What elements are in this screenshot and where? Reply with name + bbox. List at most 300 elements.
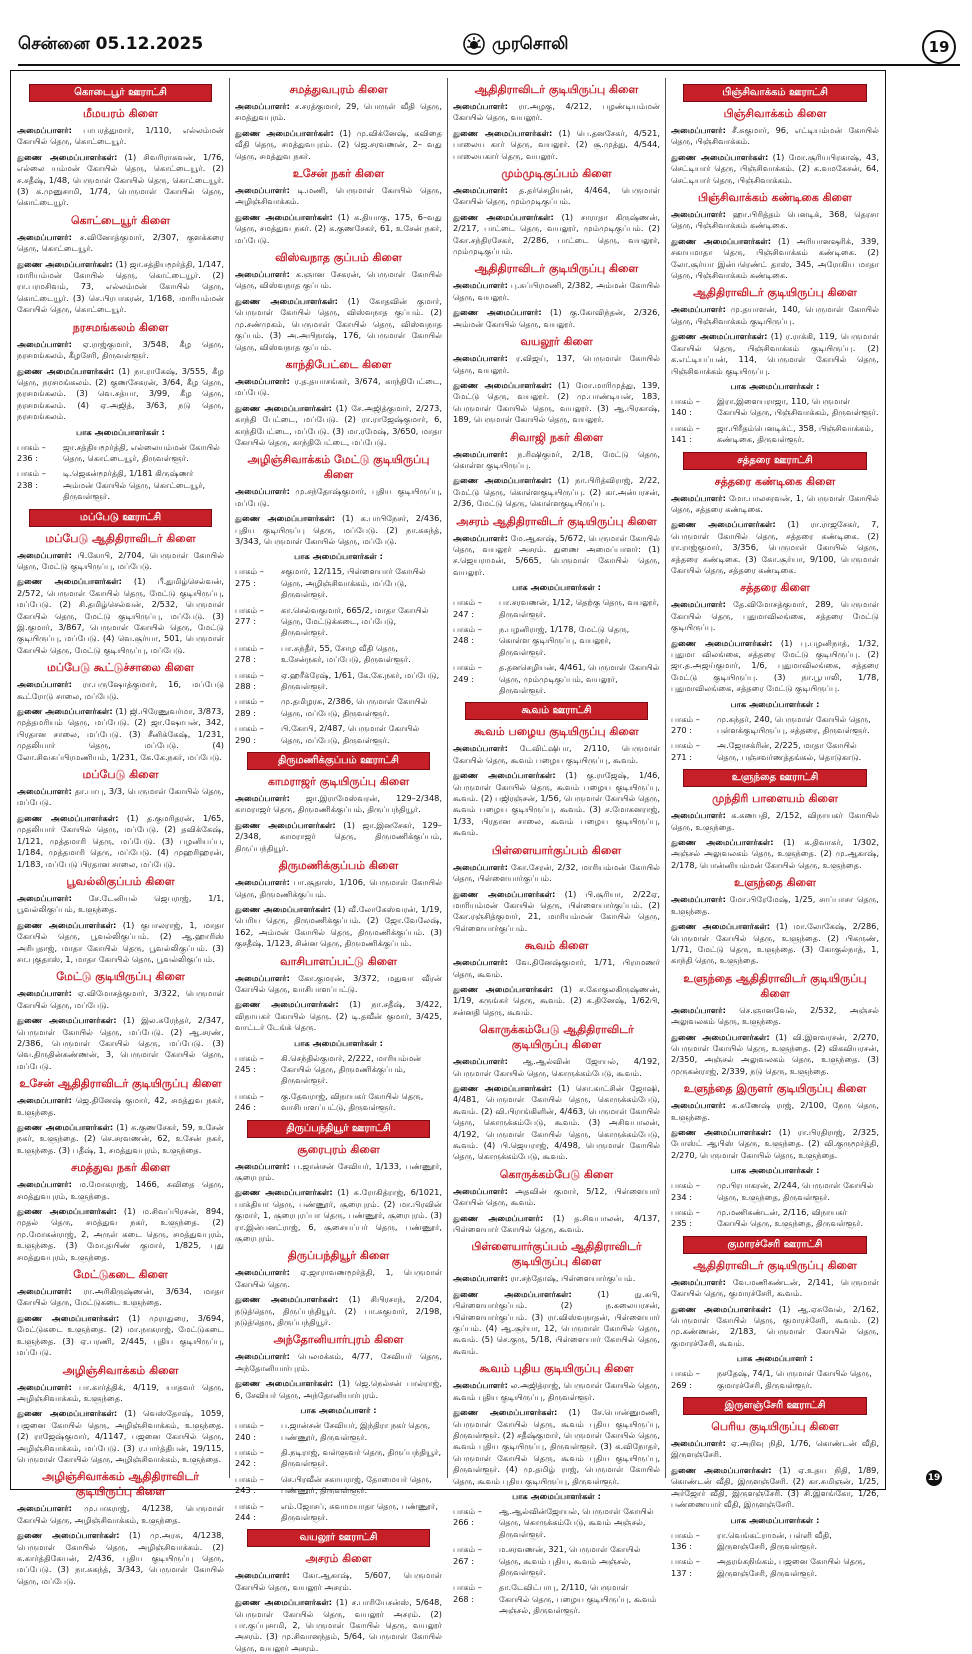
booth-entry [453, 624, 660, 658]
role-label: துணை அமைப்பாளர்கள்: [17, 365, 115, 376]
booth-entry [453, 1544, 660, 1578]
booth-entry [235, 643, 442, 666]
organiser-entry [235, 904, 442, 950]
organiser-details: (1) மு.விக்னேஷ், கவிதை வீதி தெரு, சமத்துவபுரம். (2) ஜெ.சரவணன், 2– வது தெரு, சமத்துவ நகர். [235, 127, 442, 161]
branch-heading: ஆதிதிராவிடர் குடியிருப்பு கிளை [474, 83, 639, 96]
role-label: துணை அமைப்பாளர்கள்: [235, 999, 339, 1010]
organiser-entry [17, 1206, 224, 1263]
organiser-details: (1) வெஸ்தோஷ், 1059, பஜனை கோயில் தெரு, அழிஞ்சிவாக்கம், உளுந்தை. (2) ராஜேஷ்குமார், 4/1147, பஜனை கோயில் தெரு, அழிஞ்சிவாக்கம், மப்பேடு. (3) ர.பார்த்திபன், 19/115, பெருமாள் கோயில் தெரு, அழிஞ்சிவாக்கம், உளுந்தை. [17, 1408, 224, 1464]
organiser-details: (1) மோ.மாரிமுத்து, 139, மேட்டு தெரு, வயலூர். (2) மு.பாண்டியன், 183, பெருமாள் கோயில் தெரு, வயலூர். (3) ஆ.பிரகாஷ், 189, பெருமாள் கோயில் தெரு, வயலூர். [453, 379, 660, 425]
panchayat-heading: திருப்பந்தியூர் ஊராட்சி [247, 1120, 430, 1138]
organiser-details: (1) முராதுரை, 3/694, மேட்டுகடை உளுந்தை. (2) மா.நாகராஜ், மேட்டுகடை உளுந்தை. (3) ஏ.பரணி, 2/445, புதிய குடியிருப்பு, மப்பேடு. [17, 1312, 224, 1358]
organiser-details: ஜெ.தினேஷ் குமார், 42, சமத்துவ நகர், உளுந்தை. [17, 1095, 224, 1117]
role-label: அமைப்பாளர்: [17, 786, 72, 797]
booth-number: பாகம் – 248 : [453, 624, 482, 646]
organiser-details: பாபரத்துமார், 1/110, எல்லம்மன் கோயில் தெரு, கொட்டையூர். [17, 125, 224, 147]
masthead [18, 28, 960, 68]
panchayat-heading: குமாரச்சேரி ஊராட்சி [683, 1236, 867, 1254]
organiser-entry [453, 449, 660, 472]
organiser-entry [235, 513, 442, 547]
organiser-entry [453, 380, 660, 426]
organiser-entry [235, 820, 442, 854]
booth-organiser-details: நசதேஷ், 74/1, பெருமாள் கோயில் தெரு, குமாரச்சேரி, திருவள்ளூர். [717, 1368, 872, 1390]
booth-entry [671, 396, 879, 419]
organiser-entry [235, 1597, 442, 1654]
organiser-details: (1) பெ.தனசேகர், 4/521, பாலைய கார் தெரு, வயலூர். (2) சூ.முத்து, 4/544, பாலையகார் தெரு, வயலூர். [453, 127, 660, 161]
branch-heading: அசரம் கிளை [305, 1552, 372, 1566]
organiser-details: (1) நா.சதீஷ், 3/422, விநாயகர் கோயில் தெரு. (2) டி.தவீன் குமார், 3/425, வாட்டர் டேங்க் தெரு. [235, 999, 442, 1033]
organiser-entry [453, 128, 660, 162]
organiser-entry [453, 212, 660, 258]
organiser-entry [453, 280, 660, 303]
organiser-entry [235, 212, 442, 246]
role-label: அமைப்பாளர்: [17, 1503, 72, 1514]
role-label: அமைப்பாளர்: [235, 972, 290, 983]
organiser-details: ர.விஜய், 137, பெருமாள் கோயில் தெரு, வயலூர். [453, 353, 660, 375]
organiser-details: ந.ரிஷிகுமர், 2/18, மேட்டு தெரு, கொள்ள குடியிருப்பு. [453, 448, 660, 470]
column-1 [12, 78, 230, 1586]
panchayat-heading: திருமணிக்குப்பம் ஊராட்சி [247, 752, 430, 770]
role-label: துணை அமைப்பாளர்கள்: [671, 1126, 772, 1137]
booth-number: பாகம் – 136 : [671, 1529, 700, 1551]
organiser-entry [453, 889, 660, 935]
organiser-entry [671, 209, 879, 232]
organiser-details: (1) ஜி.பிரேணுவர்மா, 3/873, முத்தமரியம் தெரு, மப்பேடு. (2) ஜா.ஷோபன், 342, பிரதான சாலை, மப்பேடு. (3) சீனிக்கேஷ், 1/231, முதலியார் தெரு, மப்பேடு. (4) லோ.சிவசுப்பிரமணியம், 1/231, கே.கே.நகர், மப்பேடு. [17, 706, 224, 762]
role-label: துணை அமைப்பாளர்கள்: [671, 921, 770, 932]
booth-number: பாகம் – 277 : [235, 604, 264, 626]
organiser-entry [17, 1095, 224, 1118]
branch-heading: கொருக்கம்பேடு ஆதிதிராவிடர் குடியிருப்பு கிளை [479, 1023, 634, 1052]
organiser-details: (1) சொ.காட்சின் ஜோஷி, 4/481, பெருமாள் கோயில் தெரு, கொருக்கம்பேடு, கூவம். (2) வி.பிராங்கிளின், 4/463, பெருமாள் கோயில் தெரு, கொருக்கம்பேடு, கூவம். (3) அசிவபாலன், 4/192, பெருமாள் கோயில் தெரு, கொருக்கம்பேடு, கூவம். (4) பி.ஜெயராஜ், 4/498, பெருமாள் கோயில் தெரு, கொருக்கம்பேடு, கூவம். [453, 1082, 660, 1162]
organiser-details: பு.சுப்பிரமணி, 2/382, அம்மன் கோயில் தெரு, வயலூர். [453, 280, 660, 302]
organiser-details: (1) ஜா.இனசேகர், 129–2/348, காமராஜர் தெரு, திருமணிக்குப்பம், திருப்பந்தியூர். [235, 819, 442, 853]
booth-organisers-heading: பாக அமைப்பாளர்கள் : [512, 582, 601, 593]
organiser-entry [235, 376, 442, 399]
organiser-entry [17, 152, 224, 209]
booth-organiser-details: மு.பிரபாகரன், 2/244, பெருமாள் கோயில் தெரு, உளுந்தை, திருவள்ளூர். [717, 1180, 874, 1202]
role-label: துணை அமைப்பாளர்கள்: [453, 983, 554, 994]
branch-heading: சூரைபுரம் கிளை [297, 1142, 380, 1156]
booth-organiser-details: எம்.ஜோசப், சுவாமயாதா தெரு, பண்ணூர், திருவள்ளூர். [281, 1500, 438, 1522]
booth-number: பாகம் – 278 : [235, 642, 264, 665]
booth-number: பாகம் – 245 : [235, 1052, 264, 1074]
branch-heading: ஆதிதிராவிடர் குடியிருப்பு கிளை [693, 286, 857, 300]
organiser-details: (1) க.பாபிநேசர், 2/436, புதிய குடியிருப்பு தெரு, மப்பேடு. (2) நா.கசுந்த், 3/343, பெருமாள் கோயில் தெரு, மப்பேடு. [235, 513, 442, 546]
booth-number: பாகம் – 269 : [671, 1368, 700, 1390]
booth-organiser-details: ஜா.பிரீதம்பெனடிக்ட், 358, பிஞ்சிவாக்கம், கண்டிகை, திருவள்ளூர். [717, 422, 874, 445]
column-4 [666, 78, 884, 1578]
role-label: துணை அமைப்பாளர்கள்: [235, 127, 334, 138]
booth-number: பாகம் – 268 : [453, 1582, 482, 1604]
organiser-details: த.தர்செழியன், 4/464, பெருமாள் கோயில் தெரு, மும்முடிகுப்பம். [453, 185, 660, 207]
panchayat-heading: இருளஞ்சேரி ஊராட்சி [683, 1397, 867, 1415]
organiser-details: தா.பாபு, 3/3, பெருமாள் கோயில் தெரு, மப்பேடு. [17, 786, 224, 808]
organiser-details: க.கணபதி, 2/152, விநாயகர் கோயில் தெரு, உளுந்தை. [671, 810, 879, 832]
role-label: துணை அமைப்பாளர்கள்: [453, 379, 552, 390]
booth-number: பாகம் – 238 : [17, 468, 46, 490]
role-label: துணை அமைப்பாளர்கள்: [235, 211, 333, 222]
booth-organiser-details: த.தனசெழியன், 4/461, பெருமாள் கோயில் தெரு, மும்முடிகுப்பம், வயலூர், திருவள்ளூர். [499, 662, 660, 696]
booth-organisers-heading: பாக அமைப்பாளர்கள் : [730, 1514, 820, 1525]
role-label: அமைப்பாளர்: [235, 1570, 290, 1581]
organiser-details: ஏ.ஜாராவணமூர்த்தி, 1, பெருமாள் கோயில் தெரு. [235, 1267, 442, 1289]
organiser-entry [235, 1351, 442, 1374]
organiser-details: ஏ.விமோசத்குமார், 3/322, பெருமாள் கோயில் தெரு, மப்பேடு. [17, 988, 224, 1010]
organiser-entry [235, 973, 442, 996]
booth-organiser-details: மு.மணிகண்டன், 2/116, விநாயகர் கோயில் தெரு, உளுந்தை, திருவள்ளூர். [717, 1207, 864, 1229]
organiser-details: மோ.பிரேமேஷ், 1/25, சாப்பாசா தெரு, உளுந்தை. [671, 894, 879, 916]
branch-heading: சிவாஜி நகர் கிளை [510, 430, 603, 444]
role-label: துணை அமைப்பாளர்கள்: [453, 888, 556, 899]
organiser-details: (1) வீ.லோகேஸ்வரன், 1/19, பெரிய தெரு, திருமணிக்குப்பம். (2) ஜோ.வேலேஷ், 162, அம்மன் கோயில் தெரு, திருமணிக்குப்பம். (3) குசதீஷ், 1/123, சின்ன தெரு, திருமணிக்குப்பம். [235, 903, 442, 949]
organiser-details: மு.சந்தோஷ்குமார், புதிய குடியிருப்பு, மப்பேடு. [235, 486, 442, 508]
organiser-details: மு.தயாளன், 140, பெருமாள் கோயில் தெரு, பிஞ்சிவாக்கம் குடியிருப்பு. [671, 304, 879, 326]
organiser-details: ஏ.அறிவு நிதி, 1/76, கொண்டன் வீதி, இருளஞ்சேரி. [671, 1438, 879, 1460]
organiser-entry [453, 307, 660, 330]
organiser-details: ம.மோகராஜ், 1466, சுவிதை தெரு, சமத்துவபுரம், உளுந்தை. [17, 1179, 224, 1201]
organiser-details: (1) சு.ரோகித்ராஜ், 6/1021, பாக்தியா தெரு, பண்ணூர், சூரைபுரம். (2) மா.பிரவின் குமார், 1, சூரைபுரப்பா தெரு, பண்ணூர், சூரைபுரம். (3) ரா.இன்பனட்ராஜ், 6, சூசையப்பர் தெரு, பண்ணூர், சூரைபுரம். [235, 1187, 442, 1244]
branch-heading: சத்தரை கண்டிகை கிளை [714, 474, 836, 488]
role-label: அமைப்பாளர்: [17, 1095, 72, 1106]
branch-heading: உளுந்தை கிளை [734, 876, 816, 890]
role-label: அமைப்பாளர்: [17, 549, 72, 560]
organiser-entry [671, 152, 879, 186]
role-label: அமைப்பாளர்: [235, 1160, 290, 1171]
role-label: துணை அமைப்பாளர்கள்: [17, 1122, 114, 1132]
booth-entry [235, 1053, 442, 1087]
booth-number: பாகம் – 247 : [453, 597, 482, 619]
branch-heading: பிஞ்சிவாக்கம் கண்டிகை கிளை [698, 191, 852, 205]
branch-heading: கொருக்கம்பேடு கிளை [499, 1167, 614, 1181]
organiser-details: ல.அஜித்ராஜ், பெருமாள் கோயில் தெரு, கூவம் புதிய குடியிருப்பு, திருவள்ளூர். [453, 1380, 660, 1402]
organiser-entry [453, 185, 660, 208]
branch-heading: காந்திபேட்டை கிளை [285, 357, 392, 371]
role-label: துணை அமைப்பாளர்கள்: [17, 1312, 120, 1323]
booth-entry [235, 1420, 442, 1443]
role-label: துணை அமைப்பாளர்கள்: [453, 1082, 552, 1093]
booth-entry [671, 1530, 879, 1553]
branch-heading: முந்திரி பாளையம் கிளை [712, 792, 838, 806]
organiser-details: (1) இல.சுரேந்தர், 2/347, பெருமாள் கோயில் தெரு, மப்பேடு. (2) ஆ.சரண், 2/386, பெருமாள் கோயில் தெரு, மப்பேடு. (3) வெ.திருதின்கண்ணன், 3, பெருமாள் கோயில் தெரு, மப்பேடு. [17, 1015, 224, 1071]
organiser-entry [671, 493, 879, 516]
organiser-details: வே.மணிகண்டன், 2/141, பெருமாள் கோயில் தெரு, குமாரச்சேரி, கூவம். [671, 1276, 879, 1299]
booth-number: பாகம் – 288 : [235, 669, 264, 692]
booth-organiser-details: ம.சரவணன், 321, பெருமாள் கோயில் தெரு, கூவம் புதிய, கூவம் அஞ்சல், திருவள்ளூர். [499, 1544, 641, 1577]
role-label: துணை அமைப்பாளர்கள்: [17, 706, 113, 717]
branch-heading: பெரிய குடியிருப்பு கிளை [711, 1420, 839, 1434]
organiser-entry [671, 1438, 879, 1461]
booth-organiser-details: தா.டேவிட்பாபு, 2/110, பெருமாள் கோயில் தெரு, பழைய குடியிருப்பு, கூவம் அஞ்சல், திருவள்ளூர். [499, 1582, 657, 1616]
role-label: துணை அமைப்பாளர்கள்: [453, 475, 552, 486]
organiser-entry [235, 101, 442, 124]
booth-organiser-details: பி.கோபி, 2/487, பெருமாள் கோயில் தெரு, மப்பேடு, திருவள்ளூர். [281, 723, 420, 745]
organiser-entry [453, 1056, 660, 1079]
newspaper-name: முரசொலி [492, 34, 569, 54]
booth-entry [453, 1506, 660, 1540]
panchayat-heading: உளுந்தை ஊராட்சி [683, 769, 867, 787]
booth-organiser-details: டி.ஜெகன்மூர்த்தி, 1/181 கிருஷ்ணர் அம்மன் கோயில் தெரு, கொட்டையூர், திருவள்ளூர். [63, 468, 206, 502]
organiser-details: (1) மா.லோகேஷ், 2/286, பெருமாள் கோயில் தெரு, உளுந்தை. (2) பிகருண், 1/71, மேட்டு தெரு, உளுந்தை. (3) கோகுல்நாத், 1, காந்தி தெரு, உளுந்தை. [671, 921, 879, 966]
organiser-details: (1) ஜெ.நெல்சன் பால்ராஜ், 6, சேவியர் தெரு, அந்தோனியார்புரம். [235, 1378, 442, 1400]
branch-heading: காமராஜர் குடியிருப்பு கிளை [267, 775, 410, 789]
branch-heading: உசேன் ஆதிதிராவிடர் குடியிருப்பு கிளை [19, 1077, 222, 1091]
booth-entry [235, 1474, 442, 1497]
organiser-entry [17, 1503, 224, 1526]
organiser-entry [453, 1380, 660, 1403]
organiser-details: (1) நா.ராகேஷ், 3/555, கீழ தெரு, நரசமங்கலம். (2) குணசேகரன், 3/64, கீழ தெரு, நரசமங்கலம். (3) வெ.சத்யா, 3/99, கீழ தெரு, நரசமங்கலம். (4) ஏ.அஜித், 3/63, நடு தெரு, நரசமங்கலம். [17, 365, 224, 422]
booth-number: பாகம் – 140 : [671, 395, 700, 418]
column-2 [230, 78, 448, 1653]
organiser-entry [17, 786, 224, 809]
role-label: துணை அமைப்பாளர்கள்: [17, 812, 119, 823]
organiser-entry [17, 550, 224, 573]
organiser-entry [17, 679, 224, 702]
organiser-entry [235, 486, 442, 509]
organiser-details: ஹா.பிரித்தம் பெனடிக், 368, தெரசா தெரு, பிஞ்சிவாக்கம் கண்டிகை. [671, 209, 879, 231]
organiser-entry [17, 1382, 224, 1405]
branch-heading: உசேன் நகர் கிளை [292, 167, 385, 181]
branch-heading: சத்தரை கிளை [740, 581, 810, 595]
role-label: அமைப்பாளர்: [453, 448, 508, 459]
role-label: துணை அமைப்பாளர்கள்: [453, 211, 554, 222]
organiser-entry [453, 862, 660, 885]
organiser-entry [671, 236, 879, 282]
role-label: துணை அமைப்பாளர்கள்: [17, 151, 118, 162]
booth-organiser-details: ஆ.ஆல்வின்ஜோயல், பெருமாள் கோயில் தெரு, கொருக்கம்பேடு, கூவம் அஞ்சல், திருவள்ளூர். [499, 1505, 654, 1539]
booth-entry [235, 696, 442, 719]
branch-heading: உளுந்தை ஆதிதிராவிடர் குடியிருப்பு கிளை [683, 971, 867, 1000]
organiser-entry [17, 920, 224, 966]
organiser-entry [453, 1289, 660, 1357]
organiser-entry [671, 1465, 879, 1511]
booth-organiser-details: பா.சரவணன், 1/12, தெற்கு தெரு, வயலூர், திருவள்ளூர். [499, 597, 660, 619]
organiser-details: பா.கார்த்திக், 4/119, யாதவர் தெரு, அழிஞ்சிவாக்கம், உளுந்தை. [17, 1381, 224, 1403]
role-label: துணை அமைப்பாளர்கள்: [235, 295, 338, 306]
organiser-entry [235, 1267, 442, 1290]
organiser-details: (1) ம.சிவப்பிரசன், 894, முதல் தெரு, சமத்துவ நகர், உளுந்தை. (2) மு.மோகன்ராஜ், 2, அருள் கடை தெரு, சமத்துவபுரம், உளுந்தை. (3) மோ.தயிண் குமார், 1/825, புது சமத்துவபுரம், உளுந்தை. [17, 1206, 224, 1262]
organiser-details: ரா.அழகு, 4/212, பழண்டியம்மன் கோயில் தெரு, வயலூர். [453, 101, 660, 123]
booth-organiser-details: கு.தேவராஜ், விநாயகர் கோயில் தெரு, வாசிபாளப்பட்டு, திருவள்ளூர். [281, 1090, 424, 1113]
branch-heading: நரசமங்கலம் கிளை [72, 320, 169, 334]
organiser-details: ர.த.தயாசங்கர், 3/674, காந்திபேட்டை, மப்பேடு. [235, 375, 442, 398]
role-label: துணை அமைப்பாளர்கள்: [671, 519, 776, 530]
role-label: அமைப்பாளர்: [235, 185, 290, 196]
role-label: அமைப்பாளர்: [671, 125, 726, 135]
organiser-entry [671, 837, 879, 871]
branch-heading: மப்பேடு ஆதிதிராவிடர் கிளை [45, 531, 196, 545]
organiser-details: (1) நா.பிரித்விராஜ், 2/22, மேட்டு தெரு, கொள்ளகுடியிருப்பு. (2) கா.அன்பரசன், 2/36, மேட்டு தெரு, கொள்ளகுடியிருப்பு. [453, 475, 660, 509]
role-label: அமைப்பாளர்: [453, 861, 508, 872]
role-label: அமைப்பாளர்: [671, 599, 726, 610]
booth-number: பாகம் – 270 : [671, 713, 700, 736]
organiser-details: ரா.அரிகிருஷ்ணன், 3/634, மாதா கோயில் தெரு, மேட்டுகடை உளுந்தை. [17, 1286, 224, 1308]
organiser-details: (1) த.குமரிதரன், 1/65, முதலியார் கோயில் தெரு, மப்பேடு. (2) தவிக்கேஷ், 1/121, முத்தமாரி தெரு, மப்பேடு. (3) பழனியப்ப, 1/184, முத்தமாரி தெரு, மப்பேடு. (4) முஹரிஹரன், 1/183, மப்பேடு பிரதான சாலை, மப்பேடு. [17, 812, 224, 869]
role-label: துணை அமைப்பாளர்கள்: [235, 513, 335, 524]
role-label: துணை அமைப்பாளர்கள்: [17, 1530, 120, 1541]
role-label: அமைப்பாளர்: [17, 679, 72, 690]
role-label: அமைப்பாளர்: [671, 492, 726, 503]
booth-organiser-details: இரா.இளையராஜா, 110, பெருமாள் கோயில் தெரு, பிஞ்சிவாக்கம், திருவள்ளூர். [717, 395, 879, 418]
branch-heading: பிள்ளையார்குப்பம் கிளை [491, 843, 622, 857]
organiser-details: (1) பு.பழனிநாத், 1/32, புதுமா விலங்கை, சத்தரை மேட்டு குடியிருப்பு. (2) ஜா.த.அஜய்குமார், 1/6, புதுமாவிலங்கை, சத்தரை மேட்டு குடியிருப்பு. (3) நா.பூபாலி, 1/78, புதுமாவிலங்கை, சத்தரை மேட்டு குடியிருப்பு. [671, 637, 879, 694]
booth-number: பாகம் – 141 : [671, 422, 700, 445]
branch-heading: பிள்ளையார்குப்பம் ஆதிதிராவிடர் குடியிருப்பு கிளை [471, 1240, 642, 1269]
role-label: அமைப்பாளர்: [453, 1273, 508, 1284]
organiser-entry [17, 988, 224, 1011]
booth-entry [671, 740, 879, 763]
organiser-entry [17, 1179, 224, 1202]
branch-heading: பிஞ்சிவாக்கம் கிளை [723, 107, 827, 120]
organiser-entry [17, 1408, 224, 1465]
booth-organiser-details: ஜா.சத்தியமூர்த்தி, எல்லையம்மன் கோயில் தெரு, கொட்டையூர், திருவள்ளூர். [63, 441, 220, 463]
role-label: அமைப்பாளர்: [17, 338, 72, 349]
organiser-entry [235, 296, 442, 353]
organiser-entry [235, 1161, 442, 1184]
organiser-entry [453, 1213, 660, 1236]
role-label: அமைப்பாளர்: [453, 280, 508, 291]
role-label: துணை அமைப்பாளர்கள்: [235, 1597, 333, 1608]
branch-heading: கொட்டையூர் கிளை [70, 213, 171, 227]
organiser-details: மோ.பாலசரவன், 1, பெருமாள் கோயில் தெரு, சத்தரை கண்டிகை. [671, 492, 879, 514]
organiser-entry [235, 999, 442, 1033]
organiser-details: (1) அரியானஷரிக், 339, சகாயமாதா தெரு, பிஞ்சிவாக்கம் கண்டிகை. (2) லோ.சூர்யா இன்பரெண்ட் தாஸ், 345, அரோகிய மாதா தெரு, பிஞ்சிவாக்கம் கண்டிகை. [671, 235, 879, 281]
branch-heading: திருமணிக்குப்பம் கிளை [278, 859, 399, 873]
role-label: அமைப்பாளர்: [453, 101, 508, 111]
booth-organiser-details: கா.செல்வகுமார், 665/2, மாதா கோயில் தெரு, மேட்டுக்கடை, மப்பேடு, திருவள்ளூர். [281, 604, 429, 638]
organiser-details: (1) மோ.சூரியபிரகாஷ், 43, செட்டியார் தெரு, பிஞ்சிவாக்கம். (2) க.வமகேசன், 64, செட்டியார் தெரு, பிஞ்சிவாக்கம். [671, 151, 879, 185]
branch-heading: கூவம் பழைய குடியிருப்பு கிளை [474, 725, 639, 739]
organiser-entry [671, 331, 879, 377]
organiser-entry [17, 1286, 224, 1309]
branch-heading: வயலூர் கிளை [520, 335, 593, 349]
organiser-entry [453, 957, 660, 980]
booth-organiser-details: ரா.வெங்கட்ராமன், பள்ளி வீதி, இருளஞ்சேரி, திருவள்ளூர். [717, 1529, 832, 1551]
organiser-details: க.கணேஷ் ராஜ், 2/100, நேரு தெரு, உளுந்தை. [671, 1100, 879, 1122]
branch-heading: சமத்துவ நகர் கிளை [70, 1161, 171, 1175]
booth-organiser-details: அ.ஜோசக்ரின், 2/225, மாதா கோயில் தெரு, பஞ்சவர்ணத்தங்கல், தொடுகாடு. [717, 740, 862, 762]
role-label: அமைப்பாளர்: [17, 1381, 72, 1392]
organiser-entry [671, 1032, 879, 1078]
role-label: துணை அமைப்பாளர்கள்: [453, 127, 553, 138]
branch-heading: விஸ்வநாத குப்பம் கிளை [275, 251, 402, 265]
role-label: அமைப்பாளர்: [453, 185, 508, 196]
role-label: அமைப்பாளர்: [453, 743, 508, 754]
branch-heading: பூவல்லிகுப்பம் கிளை [66, 874, 175, 888]
organiser-entry [17, 813, 224, 870]
booth-entry [235, 1447, 442, 1470]
booth-organiser-details: ஏ.ஹரீக்ரேஷ், 1/61, கே.கே.நகர், மப்பேடு, திருவள்ளூர். [281, 669, 440, 692]
role-label: அமைப்பாளர்: [671, 1004, 726, 1015]
organiser-entry [235, 1570, 442, 1593]
booth-organisers-heading: பாக அமைப்பாளர்கள் : [294, 551, 383, 562]
panchayat-heading: பிஞ்சிவாக்கம் ஊராட்சி [683, 84, 867, 102]
booth-entry [671, 1368, 879, 1391]
organiser-details: ப.ஜான்சன் சேவியர், 1/133, பண்ணூர், சூரைபுரம். [235, 1160, 442, 1182]
booth-entry [671, 714, 879, 737]
organiser-details: ச.சரத்குமார், 29, பொருள் வீதி தெரு, சமத்துவபுரம். [235, 101, 442, 123]
booth-entry [235, 670, 442, 693]
organiser-entry [453, 1273, 660, 1284]
booth-number: பாகம் – 244 : [235, 1500, 264, 1522]
role-label: துணை அமைப்பாளர்கள்: [453, 770, 556, 781]
organiser-details: பி.கோபி, 2/704, பெருமாள் கோயில் தெரு, மேட்டு குடியிருப்பு, மப்பேடு. [17, 549, 224, 571]
organiser-details: சீ.சுகுமார், 96, எட்டியம்மன் கோயில் தெரு, பிஞ்சிவாக்கம். [671, 125, 879, 147]
organiser-entry [671, 519, 879, 576]
role-label: துணை அமைப்பாளர்கள்: [235, 903, 331, 914]
booth-organisers-heading: பாக அமைப்பாளர்கள் : [730, 380, 820, 391]
booth-organiser-details: மு.சுந்தர், 240, பெருமாள் கோயில் தெரு, பள்ளக்குடியிருப்பு, சத்தரை, திருவள்ளூர். [717, 713, 871, 736]
booth-number: பாகம் – 243 : [235, 1473, 264, 1496]
role-label: அமைப்பாளர்: [671, 894, 726, 905]
organiser-entry [17, 893, 224, 916]
organiser-entry [235, 128, 442, 162]
branch-heading: கூவம் கிளை [524, 939, 589, 953]
organiser-details: (1) ஏ.உதய நிதி, 1/89, கொண்டன் வீதி, இருளஞ்சேரி. (2) கா.சுமிஞன், 1/25, அர்ஜோர் வீதி, இருளஞ்சேரி. (3) சி.இளங்கோ, 1/26, பண்ணையார் வீதி, இருளஞ்சேரி. [671, 1464, 879, 1510]
organiser-entry [453, 743, 660, 766]
organiser-details: ஆ.ஆல்வின் ஜோயல், 4/192, பெருமாள் கோயில் தெரு, கொருக்கம்பேடு, கூவம். [453, 1056, 660, 1078]
organiser-entry [17, 232, 224, 255]
booth-organiser-details: கி.செந்தில்குமார், 2/222, மாரியம்மன் கோயில் தெரு, திருமணிக்குப்பம், திருவள்ளூர். [281, 1052, 422, 1086]
organiser-entry [235, 877, 442, 900]
booth-organiser-details: செ.பிரவீன் சகாயராஜ், தோமையர் தெரு, பண்ணூர், திருவள்ளூர். [281, 1473, 432, 1496]
role-label: அமைப்பாளர்: [235, 877, 290, 888]
panchayat-heading: சத்தரை ஊராட்சி [683, 452, 867, 470]
organiser-entry [235, 1187, 442, 1244]
organiser-entry [453, 1083, 660, 1163]
organiser-entry [235, 1378, 442, 1401]
organiser-details: (1) த.சிவபாலன், 4/137, பிள்ளையார் கோயில் தெரு, கூவம். [453, 1212, 660, 1235]
organiser-details: பா.சூதாஸ், 1/106, பெருமாள் கோயில் தெரு, திருமணிக்குப்பம். [235, 877, 442, 899]
role-label: அமைப்பாளர்: [671, 1100, 726, 1111]
organiser-details: கோ.குமரன், 3/372, மதுவா வீரன் கோயில் தெரு, வாசிபாளப்பட்டு. [235, 972, 442, 994]
masthead-rule [18, 64, 960, 66]
booth-number: பாகம் – 267 : [453, 1544, 482, 1566]
role-label: துணை அமைப்பாளர்கள்: [671, 235, 771, 246]
organiser-details: ஏ.ராஜ்குமார், 3/548, கீழ தெரு, நரசமங்கலம், கீழசேரி, திருவள்ளூர். [17, 338, 224, 361]
organiser-entry [671, 1100, 879, 1123]
organiser-details: (1) க.தியாகு, 175, 6–வது தெரு, சமத்துவ நகர். (2) க.குணசேகர், 61, உசேன் நகர், மப்பேடு. [235, 211, 442, 245]
branch-heading: மும்முடிகுப்பம் கிளை [501, 167, 612, 181]
booth-organisers-heading: பாக அமைப்பாளர்கள் : [294, 1037, 383, 1048]
booth-organiser-details: ப.ஜான்சன் சேவியர், இந்திரா நகர் தெரு, பண்ணூர், திருவள்ளூர். [281, 1420, 431, 1442]
organiser-details: கோ.ஆகாஷ், 5/607, பெருமாள் கோயில் தெரு, வயலூர் அசரம். [235, 1570, 442, 1592]
organiser-entry [453, 353, 660, 376]
role-label: அமைப்பாளர்: [235, 269, 290, 280]
booth-number: பாகம் – 240 : [235, 1420, 264, 1442]
role-label: அமைப்பாளர்: [235, 793, 290, 804]
organiser-details: தே.விமோசத்குமார், 289, பெருமாள் கோயில் தெரு, புதுமாவிலங்கை, சத்தரை மேட்டு குடியிருப்பு. [671, 599, 879, 633]
organiser-entry [671, 1304, 879, 1350]
organiser-entry [17, 706, 224, 763]
booth-organisers-heading: பாக அமைப்பாளர்கள் : [730, 1165, 820, 1176]
role-label: துணை அமைப்பாளர்கள்: [235, 402, 332, 413]
organiser-entry [453, 533, 660, 579]
organiser-details: ரா.பருஷோத்குமார், 16, மப்பேடு கூட்ரோடு சாலை, மப்பேடு. [17, 679, 224, 701]
organiser-details: (1) சு.திவாகர், 1/302, அஞ்சல் அலுவலகம் தெரு, உளுந்தை. (2) மு.ஆகாஷ், 2/178, பொன்னியம்மன் கோயில் தெரு, உளுந்தை. [671, 837, 879, 870]
organiser-entry [17, 576, 224, 656]
booth-entry [17, 442, 224, 465]
booth-number: பாகம் – 289 : [235, 696, 264, 718]
organiser-entry [671, 1277, 879, 1300]
booth-entry [453, 597, 660, 620]
role-label: அமைப்பாளர்: [17, 988, 72, 999]
role-label: அமைப்பாளர்: [17, 1179, 72, 1190]
booth-entry [453, 662, 660, 696]
role-label: அமைப்பாளர்: [671, 1276, 726, 1287]
booth-organiser-details: தி.நடிராஜ், வள்ளுவர் தெரு, திருப்பந்தியூர், திருவள்ளூர். [281, 1446, 442, 1469]
organiser-details: பெலமக்கம், 4/77, சேவியர் தெரு, அந்தோனியார்புரம். [235, 1351, 442, 1373]
booth-organisers-heading: பாக அமைப்பாளர் : [300, 1405, 377, 1416]
